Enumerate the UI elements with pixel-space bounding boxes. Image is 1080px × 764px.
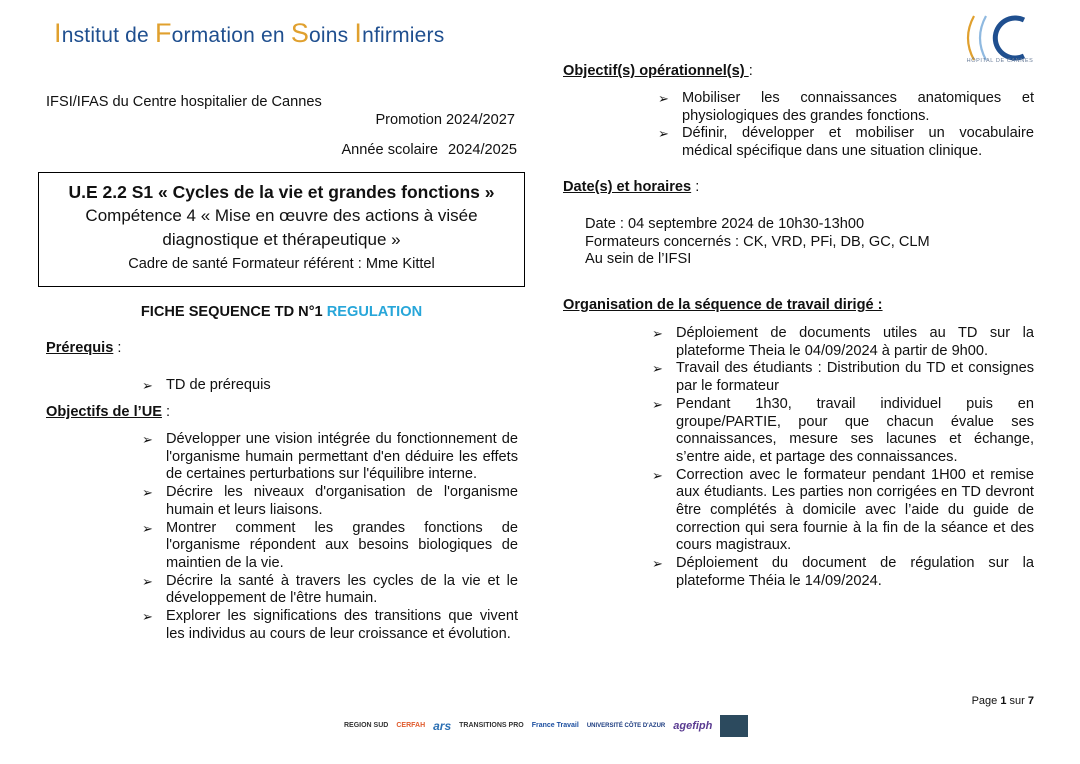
objectifs-operationnels-heading: Objectif(s) opérationnel(s) :: [563, 63, 753, 79]
arrow-bullet-icon: ➢: [658, 91, 669, 106]
arrow-bullet-icon: ➢: [652, 467, 663, 483]
logo-subtitle: HÔPITAL DE CANNES: [966, 58, 1034, 64]
list-item-text: Développer une vision intégrée du fonctionnement de l'organisme humain permettant d'en déduire les effets de certaines perturbations sur l'équilibre interne.: [166, 431, 518, 483]
page-sep: sur: [1006, 695, 1028, 707]
ue-title: U.E 2.2 S1 « Cycles de la vie et grandes fonctions »: [68, 182, 495, 202]
dates-heading: Date(s) et horaires :: [563, 179, 700, 195]
dates-heading-text: Date(s) et horaires: [563, 179, 692, 195]
ue-cadre: Cadre de santé Formateur référent : Mme Kittel: [128, 256, 435, 272]
objectifs-ue-heading: Objectifs de l’UE :: [46, 404, 171, 420]
list-item: [142, 377, 518, 395]
title-cap: S: [290, 18, 310, 48]
arrow-bullet-icon: ➢: [652, 361, 663, 377]
page-total: 7: [1027, 695, 1034, 707]
arrow-bullet-icon: ➢: [652, 326, 663, 341]
list-item-text: Déploiement du document de régulation sur la plateforme Théia le 14/09/2024.: [676, 555, 1034, 589]
ars-logo-icon: ars: [433, 719, 452, 733]
annee-scolaire: [341, 142, 517, 158]
france-travail-logo-icon: France Travail: [531, 722, 579, 729]
transitions-pro-logo-icon: TRANSITIONS PRO: [459, 722, 524, 729]
title-rest: ormation en: [171, 24, 291, 47]
arrow-bullet-icon: ➢: [142, 520, 153, 536]
partner-logos: [344, 712, 748, 740]
title-rest: nfirmiers: [362, 24, 445, 47]
prerequis-list: [142, 377, 518, 395]
list-item: [142, 431, 518, 484]
list-item: [142, 573, 518, 608]
fiche-prefix: FICHE SEQUENCE TD N°1: [140, 304, 327, 320]
arrow-bullet-icon: ➢: [142, 378, 153, 393]
fiche-title: [38, 304, 525, 320]
list-item-text: Correction avec le formateur pendant 1H00 et remise aux étudiants. Les parties non corrigées en TD devront être complétés à domicile avec l’aide du guide de correction qui sera fournie à la fin de la séance et des cours magistraux.: [676, 466, 1034, 554]
list-item-text: Déploiement de documents utiles au TD sur la plateforme Theia le 04/09/2024 à partir de 9h00.: [676, 325, 1034, 359]
title-rest: nstitut de: [61, 24, 155, 47]
arrow-bullet-icon: ➢: [142, 573, 153, 589]
title-rest: oins: [309, 24, 355, 47]
partner-logo-icon: [720, 715, 748, 737]
lieu-line: Au sein de l’IFSI: [585, 251, 692, 268]
agefiph-logo-icon: agefiph: [673, 720, 713, 732]
title-cap: F: [154, 18, 172, 48]
ue-box: [38, 172, 525, 287]
page-number: [972, 695, 1034, 707]
universite-cote-azur-logo-icon: UNIVERSITÉ CÔTE D'AZUR: [586, 723, 666, 729]
formateurs-line: Formateurs concernés : CK, VRD, PFi, DB, GC, CLM: [585, 233, 930, 250]
dates-block: [585, 216, 930, 269]
list-item-text: Pendant 1h30, travail individuel puis en groupe/PARTIE, pour que chacun évalue ses connaissances, mesure ses lacunes et échange, s’entre aide, et partage des connaissances.: [676, 395, 1034, 465]
list-item: [652, 360, 1034, 395]
hospital-name: IFSI/IFAS du Centre hospitalier de Cannes: [46, 94, 322, 110]
list-item-text: TD de prérequis: [166, 377, 271, 393]
objectifs-ue-heading-text: Objectifs de l’UE: [46, 404, 162, 420]
prerequis-heading-text: Prérequis: [46, 340, 114, 356]
list-item-text: Explorer les significations des transitions que vivent les individus au cours de leur croissance et évolution.: [166, 608, 518, 642]
arrow-bullet-icon: ➢: [142, 485, 153, 501]
ue-competence: Compétence 4 « Mise en œuvre des actions à visée diagnostique et thérapeutique »: [85, 206, 478, 249]
promotion: Promotion 2024/2027: [375, 112, 515, 128]
date-line: Date : 04 septembre 2024 de 10h30-13h00: [585, 216, 865, 232]
organisation-heading-text: Organisation de la séquence de travail dirigé :: [563, 297, 883, 313]
list-item-text: Définir, développer et mobiliser un vocabulaire médical spécifique dans une situation clinique.: [682, 125, 1034, 160]
annee-label: Année scolaire: [341, 142, 438, 158]
objectifs-op-heading-text: Objectif(s) opérationnel(s): [563, 63, 749, 79]
title-cap: I: [54, 18, 62, 48]
title-cap: I: [354, 18, 363, 48]
prerequis-heading: Prérequis :: [46, 340, 122, 356]
list-item: [652, 555, 1034, 590]
arrow-bullet-icon: ➢: [658, 126, 669, 142]
list-item: [142, 484, 518, 519]
list-item-text: Décrire les niveaux d'organisation de l'organisme humain et leurs liaisons.: [166, 484, 518, 518]
list-item: [652, 396, 1034, 467]
list-item: [142, 608, 518, 643]
arrow-bullet-icon: ➢: [652, 556, 663, 572]
annee-value: 2024/2025: [448, 142, 517, 158]
organisation-list: [652, 325, 1034, 591]
list-item-text: Décrire la santé à travers les cycles de la vie et le développement de l'être humain.: [166, 572, 518, 607]
arrow-bullet-icon: ➢: [652, 396, 663, 412]
cerfah-logo-icon: CERFAH: [396, 722, 426, 729]
page-current: 1: [1000, 695, 1007, 707]
arrow-bullet-icon: ➢: [142, 432, 153, 447]
fiche-highlight: REGULATION: [326, 304, 423, 320]
list-item-text: Mobiliser les connaissances anatomiques et physiologiques des grandes fonctions.: [682, 90, 1034, 124]
list-item-text: Travail des étudiants : Distribution du TD et consignes par le formateur: [676, 360, 1034, 395]
page-label: Page: [971, 695, 1001, 707]
list-item: [658, 125, 1034, 160]
objectifs-operationnels-list: [658, 90, 1034, 161]
list-item: [658, 90, 1034, 125]
organisation-heading: [563, 297, 883, 313]
objectifs-ue-list: [142, 431, 518, 643]
list-item: [142, 520, 518, 573]
list-item-text: Montrer comment les grandes fonctions de l'organisme répondent aux besoins biologiques de maintien de la vie.: [166, 519, 518, 571]
region-sud-logo-icon: REGION SUD: [344, 722, 389, 729]
institute-title: [54, 18, 444, 49]
arrow-bullet-icon: ➢: [142, 609, 153, 625]
list-item: [652, 467, 1034, 556]
list-item: [652, 325, 1034, 360]
